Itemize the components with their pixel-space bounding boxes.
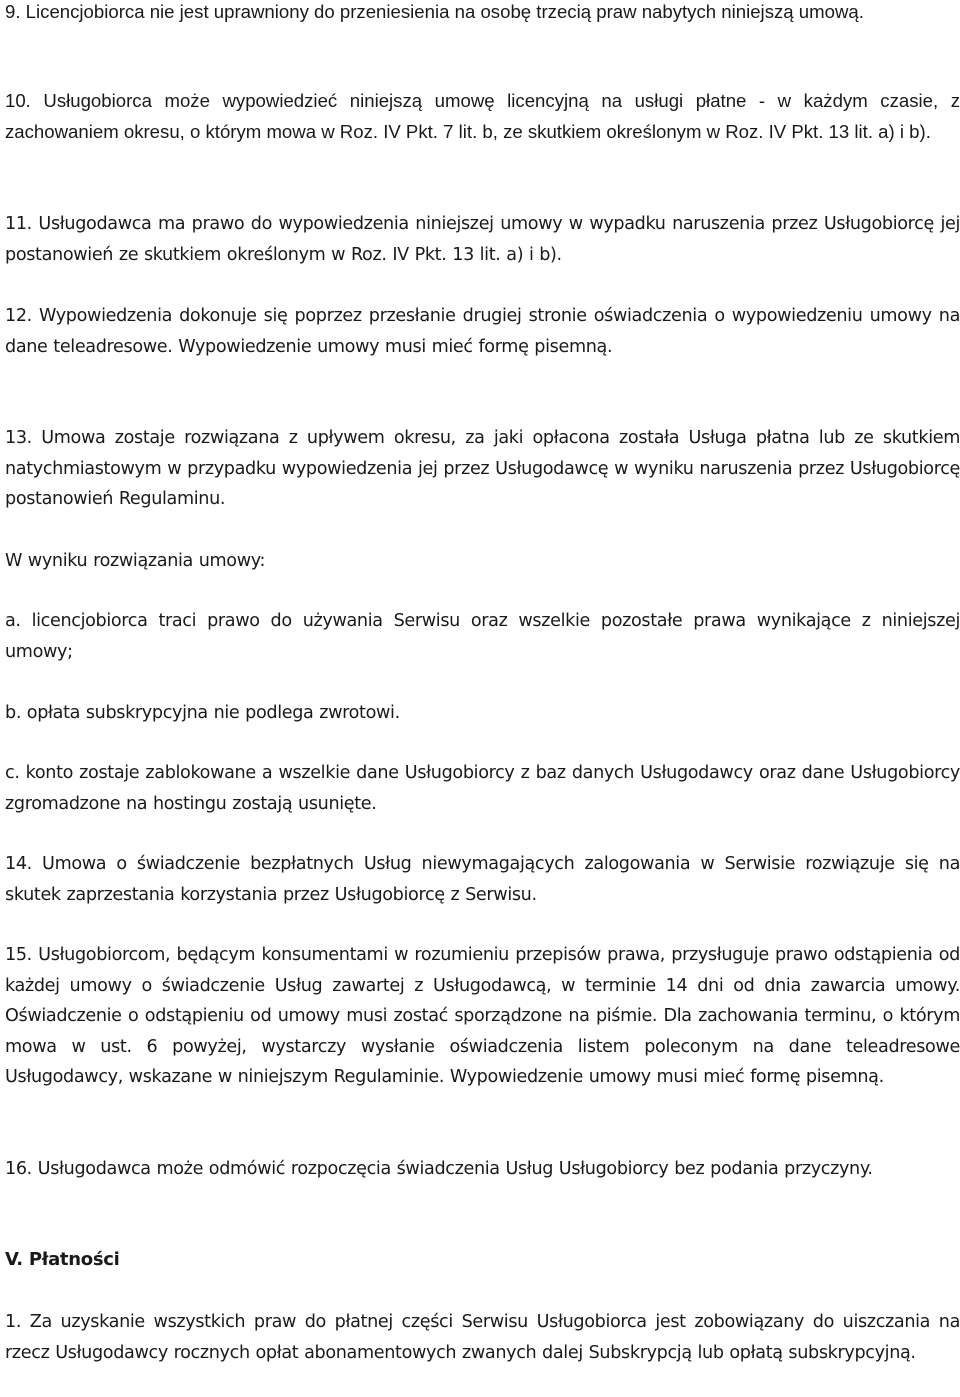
paragraph-16: 16. Usługodawca może odmówić rozpoczęcia świadczenia Usług Usługobiorcy bez podania przyczyny.: [5, 1159, 873, 1179]
paragraph-14: 14. Umowa o świadczenie bezpłatnych Usług niewymagających zalogowania w Serwisie rozwiązuje się na skutek zaprzestania korzystania przez Usługobiorcę z Serwisu.: [5, 854, 960, 905]
paragraph-10: 10. Usługobiorca może wypowiedzieć niniejszą umowę licencyjną na usługi płatne - w każdym czasie, z zachowaniem okresu, o którym mowa w Roz. IV Pkt. 7 lit. b, ze skutkiem określonym w Roz. IV Pkt. 13 lit. a) i b).: [5, 90, 960, 142]
paragraph-12: 12. Wypowiedzenia dokonuje się poprzez przesłanie drugiej stronie oświadczenia o wypowiedzeniu umowy na dane teleadresowe. Wypowiedzenie umowy musi mieć formę pisemną.: [5, 306, 960, 357]
paragraph-9: 9. Licencjobiorca nie jest uprawniony do przeniesienia na osobę trzecią praw nabytych niniejszą umową.: [5, 1, 864, 22]
section-heading-payments: V. Płatności: [5, 1249, 120, 1270]
termination-result-intro: W wyniku rozwiązania umowy:: [5, 551, 266, 571]
paragraph-11: 11. Usługodawca ma prawo do wypowiedzenia niniejszej umowy w wypadku naruszenia przez Usługobiorcę jej postanowień ze skutkiem określonym w Roz. IV Pkt. 13 lit. a) i b).: [5, 214, 960, 265]
paragraph-13: 13. Umowa zostaje rozwiązana z upływem okresu, za jaki opłacona została Usługa płatna lub ze skutkiem natychmiastowym w przypadku wypowiedzenia jej przez Usługodawcę w wyniku naruszenia przez Usługobiorcę postanowień Regulaminu.: [5, 428, 960, 509]
paragraph-15: 15. Usługobiorcom, będącym konsumentami w rozumieniu przepisów prawa, przysługuje prawo odstąpienia od każdej umowy o świadczenie Usług zawartej z Usługodawcą, w terminie 14 dni od dnia zawarcia umowy. Oświadczenie o odstąpieniu od umowy musi zostać sporządzone na piśmie. Dla zachowania terminu, o którym mowa w ust. 6 powyżej, wystarczy wysłanie oświadczenia listem poleconym na dane teleadresowe Usługodawcy, wskazane w niniejszym Regulaminie. Wypowiedzenie umowy musi mieć formę pisemną.: [5, 945, 960, 1087]
list-item-a: a. licencjobiorca traci prawo do używania Serwisu oraz wszelkie pozostałe prawa wynikające z niniejszej umowy;: [5, 611, 960, 662]
payments-point-1: 1. Za uzyskanie wszystkich praw do płatnej części Serwisu Usługobiorca jest zobowiązany do uiszczania na rzecz Usługodawcy rocznych opłat abonamentowych zwanych dalej Subskrypcją lub opłatą subskrypcyjną.: [5, 1312, 960, 1363]
list-item-c: c. konto zostaje zablokowane a wszelkie dane Usługobiorcy z baz danych Usługodawcy oraz dane Usługobiorcy zgromadzone na hostingu zostają usunięte.: [5, 763, 960, 814]
list-item-b: b. opłata subskrypcyjna nie podlega zwrotowi.: [5, 703, 400, 723]
